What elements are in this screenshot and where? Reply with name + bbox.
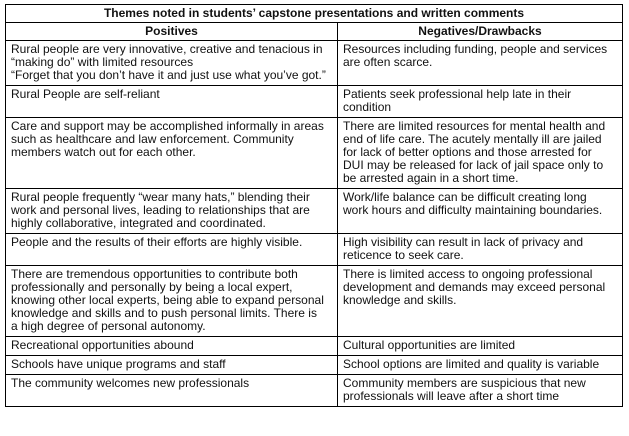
negative-text-line: professionals will leave after a short time bbox=[343, 389, 560, 403]
negative-cell bbox=[338, 41, 623, 86]
negative-text-line: for lack of better options and those arrested for bbox=[343, 145, 592, 159]
negative-text-line: There is limited access to ongoing professional bbox=[343, 267, 593, 281]
table-row bbox=[6, 189, 623, 234]
positive-text-line: a high degree of personal autonomy. bbox=[11, 319, 206, 333]
table-row bbox=[6, 375, 623, 407]
positive-text-line: There are tremendous opportunities to contribute both bbox=[11, 267, 298, 281]
negative-text-line: development and demands may exceed personal bbox=[343, 280, 606, 294]
negative-text-line: are often scarce. bbox=[343, 55, 433, 69]
positive-text-line: People and the results of their efforts are highly visible. bbox=[11, 235, 303, 249]
positive-text-line: knowledge and skills and to push personal limits. There is bbox=[11, 306, 317, 320]
positive-text-line: members watch out for each other. bbox=[11, 145, 196, 159]
table-title: Themes noted in students’ capstone presentations and written comments bbox=[6, 5, 623, 23]
negative-cell bbox=[338, 356, 623, 375]
positive-cell bbox=[6, 86, 338, 118]
positive-text-line: such as healthcare and law enforcement. Community bbox=[11, 132, 294, 146]
table-header-row bbox=[6, 23, 623, 41]
positive-text-line: highly collaborative, integrated and coordinated. bbox=[11, 216, 266, 230]
negatives-header: Negatives/Drawbacks bbox=[338, 23, 623, 41]
negative-text-line: Resources including funding, people and services bbox=[343, 42, 608, 56]
positive-cell bbox=[6, 266, 338, 337]
positive-text-line: Rural People are self-reliant bbox=[11, 87, 160, 101]
negative-text-line: School options are limited and quality is variable bbox=[343, 357, 600, 371]
positive-text-line: Rural people frequently “wear many hats,” blending their bbox=[11, 190, 310, 204]
negative-cell bbox=[338, 234, 623, 266]
negative-text-line: There are limited resources for mental health and bbox=[343, 119, 606, 133]
table-row bbox=[6, 337, 623, 356]
table-row bbox=[6, 266, 623, 337]
positive-cell bbox=[6, 356, 338, 375]
positive-cell bbox=[6, 234, 338, 266]
positive-cell bbox=[6, 375, 338, 407]
table-row bbox=[6, 118, 623, 189]
negative-cell bbox=[338, 375, 623, 407]
negative-text-line: condition bbox=[343, 100, 392, 114]
negative-text-line: DUI may be released for lack of jail space only to bbox=[343, 158, 604, 172]
negative-cell bbox=[338, 86, 623, 118]
positive-text-line: knowing other local experts, being able to expand personal bbox=[11, 293, 324, 307]
negative-cell bbox=[338, 118, 623, 189]
themes-table bbox=[5, 4, 623, 407]
negative-text-line: end of life care. The acutely mentally ill are jailed bbox=[343, 132, 602, 146]
negative-text-line: knowledge and skills. bbox=[343, 293, 457, 307]
table-title-row bbox=[6, 5, 623, 23]
negative-cell bbox=[338, 337, 623, 356]
positive-text-line: professionally and personally by being a local expert, bbox=[11, 280, 293, 294]
positive-text-line: “making do” with limited resources bbox=[11, 55, 194, 69]
positive-text-line: Rural people are very innovative, creative and tenacious in bbox=[11, 42, 323, 56]
positive-text-line: Schools have unique programs and staff bbox=[11, 357, 226, 371]
negative-text-line: work hours and difficulty maintaining boundaries. bbox=[343, 203, 603, 217]
table-row bbox=[6, 41, 623, 86]
positive-cell bbox=[6, 337, 338, 356]
negative-text-line: be arrested again in a short time. bbox=[343, 171, 519, 185]
negative-text-line: High visibility can result in lack of privacy and bbox=[343, 235, 584, 249]
positive-cell bbox=[6, 189, 338, 234]
positive-text-line: “Forget that you don’t have it and just use what you’ve got.” bbox=[11, 68, 326, 82]
negative-text-line: Cultural opportunities are limited bbox=[343, 338, 516, 352]
negative-text-line: Community members are suspicious that new bbox=[343, 376, 586, 390]
themes-table-container bbox=[5, 4, 622, 407]
positive-cell bbox=[6, 118, 338, 189]
table-row bbox=[6, 234, 623, 266]
positives-header: Positives bbox=[6, 23, 338, 41]
positive-cell bbox=[6, 41, 338, 86]
positive-text-line: Care and support may be accomplished informally in areas bbox=[11, 119, 324, 133]
table-row bbox=[6, 86, 623, 118]
table-row bbox=[6, 356, 623, 375]
positive-text-line: The community welcomes new professionals bbox=[11, 376, 250, 390]
positive-text-line: work and personal lives, leading to relationships that are bbox=[11, 203, 310, 217]
negative-text-line: Work/life balance can be difficult creating long bbox=[343, 190, 587, 204]
table-body bbox=[6, 41, 623, 407]
negative-text-line: reticence to seek care. bbox=[343, 248, 464, 262]
negative-text-line: Patients seek professional help late in their bbox=[343, 87, 572, 101]
positive-text-line: Recreational opportunities abound bbox=[11, 338, 194, 352]
negative-cell bbox=[338, 266, 623, 337]
negative-cell bbox=[338, 189, 623, 234]
